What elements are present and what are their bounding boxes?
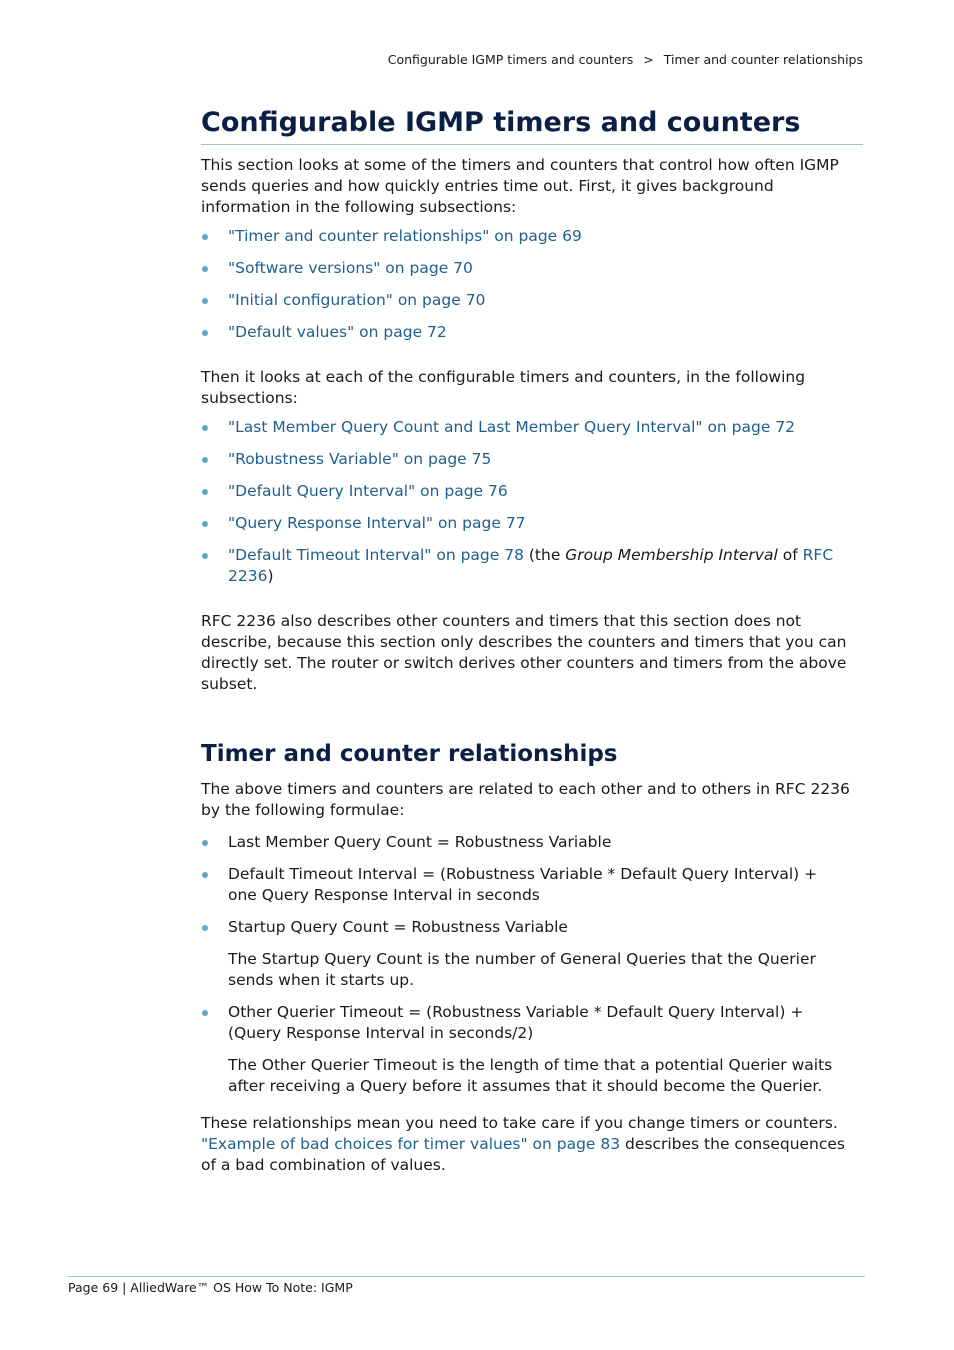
xref-link[interactable]: "Example of bad choices for timer values" on page 83 bbox=[201, 1135, 621, 1153]
formula-item bbox=[201, 864, 863, 906]
closing-paragraph bbox=[201, 1113, 863, 1176]
item-text: ) bbox=[267, 567, 274, 585]
formula-line: Default Timeout Interval = (Robustness Variable * Default Query Interval) + bbox=[228, 865, 818, 883]
formula-item bbox=[201, 832, 863, 853]
item-text: of bbox=[777, 546, 803, 564]
list-item bbox=[201, 290, 863, 311]
bullet-icon bbox=[202, 1010, 208, 1016]
breadcrumb-separator: > bbox=[643, 52, 654, 67]
formula-line-continued: (Query Response Interval in seconds/2) bbox=[228, 1024, 534, 1042]
bullet-icon bbox=[202, 234, 208, 240]
list-item bbox=[201, 417, 863, 438]
xref-link[interactable]: "Last Member Query Count and Last Member Query Interval" on page 72 bbox=[228, 418, 796, 436]
bullet-icon bbox=[202, 521, 208, 527]
page-footer: Page 69 | AlliedWare™ OS How To Note: IGMP bbox=[68, 1280, 353, 1295]
formula-line-continued: one Query Response Interval in seconds bbox=[228, 886, 540, 904]
bullet-icon bbox=[202, 298, 208, 304]
timer-subsections-list bbox=[201, 417, 863, 587]
xref-link[interactable]: "Software versions" on page 70 bbox=[228, 259, 473, 277]
bullet-icon bbox=[202, 553, 208, 559]
formula-item bbox=[201, 1002, 863, 1097]
breadcrumb-section: Configurable IGMP timers and counters bbox=[387, 52, 634, 67]
list-item bbox=[201, 226, 863, 247]
rfc-paragraph: RFC 2236 also describes other counters and timers that this section does not describe, because this section only describes the counters and timers that you can directly set. The router or switch derives other counters and timers from the above subset. bbox=[201, 612, 847, 693]
xref-link[interactable]: "Default values" on page 72 bbox=[228, 323, 447, 341]
formulae-list bbox=[201, 832, 863, 1097]
list-item bbox=[201, 258, 863, 279]
xref-link[interactable]: "Timer and counter relationships" on page 69 bbox=[228, 227, 582, 245]
intro-paragraph: This section looks at some of the timers and counters that control how often IGMP sends queries and how quickly entries time out. First, it gives background information in the following subsections: bbox=[201, 156, 839, 216]
bullet-icon bbox=[202, 266, 208, 272]
xref-link[interactable]: "Default Timeout Interval" on page 78 bbox=[228, 546, 524, 564]
formula-line: Last Member Query Count = Robustness Variable bbox=[228, 833, 612, 851]
formula-line: Other Querier Timeout = (Robustness Variable * Default Query Interval) + bbox=[228, 1003, 804, 1021]
xref-link[interactable]: "Query Response Interval" on page 77 bbox=[228, 514, 526, 532]
page-title: Configurable IGMP timers and counters bbox=[201, 106, 863, 145]
page-content bbox=[201, 106, 863, 1176]
italic-term: Group Membership Interval bbox=[565, 546, 778, 564]
list-item bbox=[201, 481, 863, 502]
xref-link[interactable]: "Robustness Variable" on page 75 bbox=[228, 450, 492, 468]
background-subsections-list bbox=[201, 226, 863, 343]
relationships-intro: The above timers and counters are related to each other and to others in RFC 2236 by the following formulae: bbox=[201, 780, 850, 819]
list-item bbox=[201, 545, 863, 587]
formula-note: The Other Querier Timeout is the length of time that a potential Querier waits after receiving a Query before it assumes that it should become the Querier. bbox=[228, 1056, 833, 1095]
bullet-icon bbox=[202, 872, 208, 878]
rfc-link[interactable]: RFC 2236 bbox=[228, 546, 834, 585]
bullet-icon bbox=[202, 925, 208, 931]
item-text: (the bbox=[523, 546, 566, 564]
breadcrumb-subsection: Timer and counter relationships bbox=[663, 52, 863, 67]
bullet-icon bbox=[202, 489, 208, 495]
list-item bbox=[201, 449, 863, 470]
formula-item bbox=[201, 917, 863, 991]
section-heading: Timer and counter relationships bbox=[201, 741, 618, 767]
bullet-icon bbox=[202, 425, 208, 431]
xref-link[interactable]: "Initial configuration" on page 70 bbox=[228, 291, 486, 309]
bullet-icon bbox=[202, 457, 208, 463]
bullet-icon bbox=[202, 840, 208, 846]
formula-note: The Startup Query Count is the number of General Queries that the Querier sends when it starts up. bbox=[228, 950, 816, 989]
list-item bbox=[201, 322, 863, 343]
running-header bbox=[388, 52, 863, 67]
formula-line: Startup Query Count = Robustness Variable bbox=[228, 918, 568, 936]
then-paragraph: Then it looks at each of the configurable timers and counters, in the following subsections: bbox=[201, 368, 806, 407]
closing-text: describes the consequences of a bad combination of values. bbox=[201, 1135, 846, 1174]
bullet-icon bbox=[202, 330, 208, 336]
footer-divider bbox=[68, 1276, 865, 1277]
xref-link[interactable]: "Default Query Interval" on page 76 bbox=[228, 482, 508, 500]
closing-text: These relationships mean you need to take care if you change timers or counters. bbox=[201, 1114, 838, 1132]
list-item bbox=[201, 513, 863, 534]
